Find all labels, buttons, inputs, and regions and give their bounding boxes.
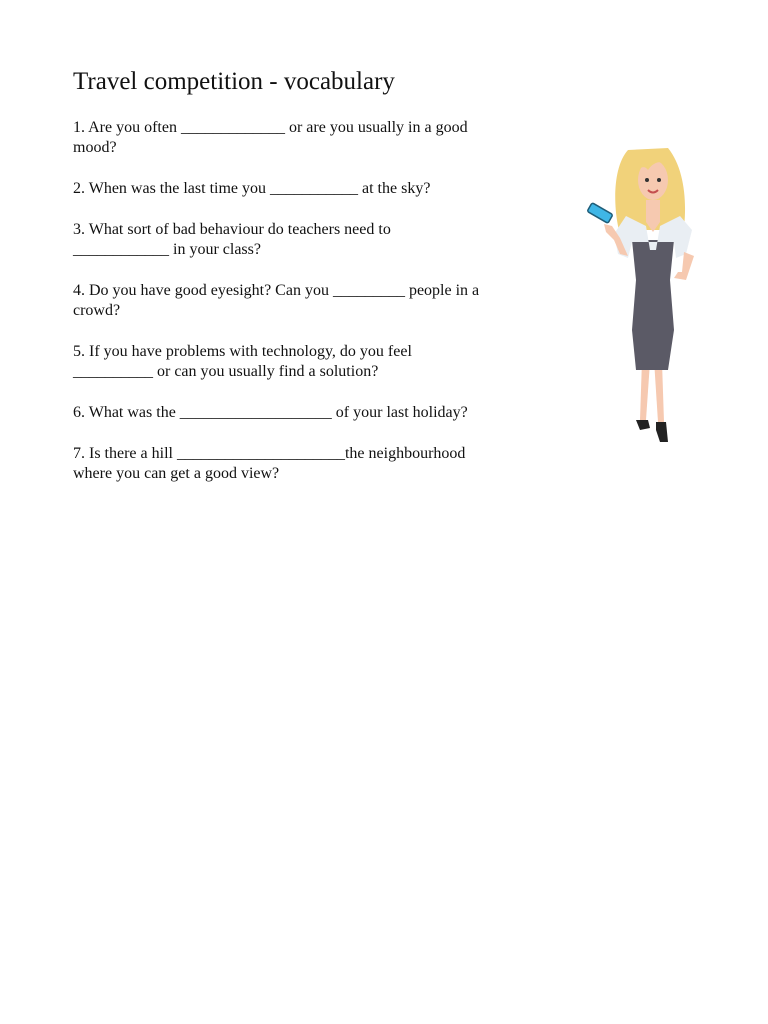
question-line: where you can get a good view?: [73, 465, 280, 482]
question-6: [73, 403, 543, 423]
page-title: Travel competition - vocabulary: [73, 68, 395, 95]
question-line: 1. Are you often _____________ or are you usually in a good: [73, 119, 468, 136]
businesswoman-with-phone-icon: [570, 130, 720, 450]
phone: [587, 203, 613, 224]
question-line: 4. Do you have good eyesight? Can you _________ people in a: [73, 282, 480, 299]
question-line: 7. Is there a hill _____________________the neighbourhood: [73, 445, 466, 462]
dress: [632, 240, 674, 370]
question-line: 2. When was the last time you ___________ at the sky?: [73, 180, 431, 197]
question-line: 5. If you have problems with technology, do you feel: [73, 343, 412, 360]
shoe: [656, 422, 668, 442]
question-7: [73, 444, 543, 484]
shoe: [636, 420, 650, 430]
question-1: [73, 118, 543, 158]
question-list: [73, 118, 543, 505]
question-line: mood?: [73, 139, 117, 156]
question-line: ____________ in your class?: [73, 241, 261, 258]
question-line: __________ or can you usually find a solution?: [73, 363, 379, 380]
question-line: 6. What was the ___________________ of your last holiday?: [73, 404, 468, 421]
question-2: [73, 179, 543, 199]
question-line: 3. What sort of bad behaviour do teachers need to: [73, 221, 391, 238]
question-3: [73, 220, 543, 260]
question-5: [73, 342, 543, 382]
question-4: [73, 281, 543, 321]
question-line: crowd?: [73, 302, 121, 319]
